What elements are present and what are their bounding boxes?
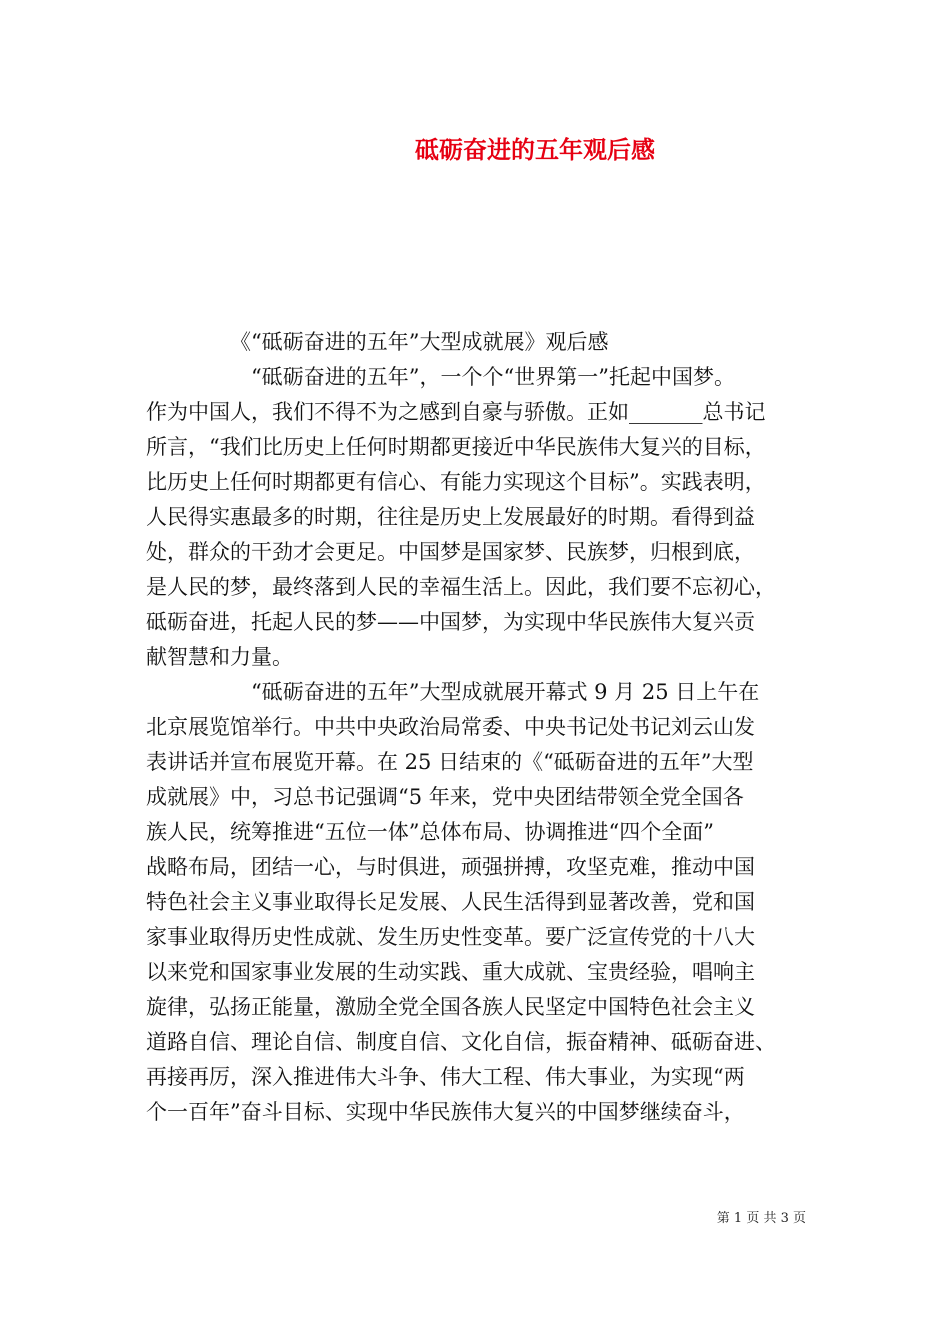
paragraph-line: 作为中国人，我们不得不为之感到自豪与骄傲。正如_______总书记 xyxy=(146,400,766,424)
paragraph-line: 表讲话并宣布展览开幕。在 25 日结束的《“砥砺奋进的五年”大型 xyxy=(146,750,754,774)
paragraph-line: 战略布局，团结一心，与时俱进，顽强拼搏，攻坚克难，推动中国 xyxy=(146,855,755,879)
paragraph-line: 是人民的梦，最终落到人民的幸福生活上。因此，我们要不忘初心， xyxy=(146,575,776,599)
paragraph-line: 砥砺奋进，托起人民的梦——中国梦，为实现中华民族伟大复兴贡 xyxy=(146,610,755,634)
paragraph-line: 以来党和国家事业发展的生动实践、重大成就、宝贵经验，唱响主 xyxy=(146,960,755,984)
paragraph-line: 处，群众的干劲才会更足。中国梦是国家梦、民族梦，归根到底， xyxy=(146,540,755,564)
paragraph-line: 献智慧和力量。 xyxy=(146,645,293,669)
paragraph-line: 再接再厉，深入推进伟大斗争、伟大工程、伟大事业，为实现“两 xyxy=(146,1065,745,1089)
paragraph-line: 旋律，弘扬正能量，激励全党全国各族人民坚定中国特色社会主义 xyxy=(146,995,755,1019)
paragraph-line: 北京展览馆举行。中共中央政治局常委、中央书记处书记刘云山发 xyxy=(146,715,755,739)
paragraph-line: 个一百年”奋斗目标、实现中华民族伟大复兴的中国梦继续奋斗， xyxy=(146,1100,745,1124)
paragraph-line: “砥砺奋进的五年”，一个个“世界第一”托起中国梦。 xyxy=(251,365,735,389)
paragraph-line: 特色社会主义事业取得长足发展、人民生活得到显著改善，党和国 xyxy=(146,890,755,914)
document-title: 砥砺奋进的五年观后感 xyxy=(415,135,655,164)
paragraph-line: 人民得实惠最多的时期，往往是历史上发展最好的时期。看得到益 xyxy=(146,505,755,529)
paragraph-line: 成就展》中，习总书记强调“5 年来，党中央团结带领全党全国各 xyxy=(146,785,744,809)
paragraph-line: 所言，“我们比历史上任何时期都更接近中华民族伟大复兴的目标， xyxy=(146,435,766,459)
document-subtitle: 《“砥砺奋进的五年”大型成就展》观后感 xyxy=(230,330,609,354)
page-indicator: 第 1 页 共 3 页 xyxy=(716,1211,806,1226)
paragraph-line: 道路自信、理论自信、制度自信、文化自信，振奋精神、砥砺奋进、 xyxy=(146,1030,776,1054)
document-body xyxy=(146,325,808,1130)
paragraph-line: “砥砺奋进的五年”大型成就展开幕式 9 月 25 日上午在 xyxy=(251,680,760,704)
paragraph-line: 家事业取得历史性成就、发生历史性变革。要广泛宣传党的十八大 xyxy=(146,925,755,949)
paragraph-line: 比历史上任何时期都更有信心、有能力实现这个目标”。实践表明， xyxy=(146,470,766,494)
paragraph-line: 族人民，统筹推进“五位一体”总体布局、协调推进“四个全面” xyxy=(146,820,714,844)
